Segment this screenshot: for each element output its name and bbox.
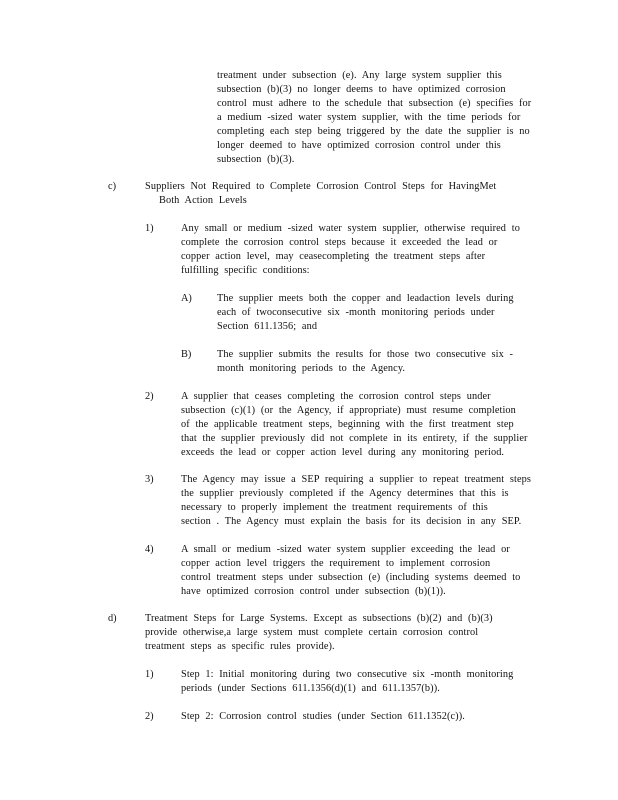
section-d-heading-line: treatment steps as specific rules provide). <box>145 641 335 652</box>
paragraph-line: treatment under subsection (e). Any large system supplier this <box>217 70 502 81</box>
item-c2-label: 2) <box>145 391 154 402</box>
item-c3-line: section . The Agency must explain the basis for its decision in any SEP. <box>181 516 522 527</box>
item-c4-line: have optimized corrosion control under subsection (b)(1)). <box>181 586 446 597</box>
paragraph-line: a medium -sized water system supplier, with the time periods for <box>217 112 521 123</box>
item-c3-line: The Agency may issue a SEP requiring a supplier to repeat treatment steps <box>181 474 532 485</box>
section-d-label: d) <box>108 613 117 624</box>
item-d1-line: periods (under Sections 611.1356(d)(1) and 611.1357(b)). <box>181 683 440 694</box>
paragraph-line: longer deemed to have optimized corrosion control under this <box>217 140 501 151</box>
subitem-a-line: each of twoconsecutive six -month monitoring periods under <box>217 307 495 318</box>
item-c1-line: Any small or medium -sized water system supplier, otherwise required to <box>181 223 520 234</box>
item-d1-line: Step 1: Initial monitoring during two consecutive six -month monitoring <box>181 669 514 680</box>
item-c4-line: control treatment steps under subsection (e) (including systems deemed to <box>181 572 521 583</box>
item-c1-line: fulfilling specific conditions: <box>181 265 310 276</box>
item-c3-line: necessary to properly implement the treatment requirements of this <box>181 502 488 513</box>
subitem-a-label: A) <box>181 293 192 304</box>
item-c4-label: 4) <box>145 544 154 555</box>
subitem-a-line: The supplier meets both the copper and leadaction levels during <box>217 293 514 304</box>
item-c2-line: of the applicable treatment steps, beginning with the first treatment step <box>181 419 514 430</box>
item-c2-line: that the supplier previously did not complete in its entirety, if the supplier <box>181 433 528 444</box>
item-c4-line: copper action level triggers the requirement to implement corrosion <box>181 558 491 569</box>
item-c3-label: 3) <box>145 474 154 485</box>
paragraph-line: completing each step being triggered by the date the supplier is no <box>217 126 530 137</box>
item-d2-label: 2) <box>145 711 154 722</box>
subitem-b-line: month monitoring periods to the Agency. <box>217 363 406 374</box>
section-c-heading-line: Both Action Levels <box>159 195 247 206</box>
section-d-heading-line: provide otherwise,a large system must complete certain corrosion control <box>145 627 479 638</box>
item-c1-label: 1) <box>145 223 154 234</box>
item-c1-line: copper action level, may ceasecompleting the treatment steps after <box>181 251 486 262</box>
item-c1-line: complete the corrosion control steps because it exceeded the lead or <box>181 237 498 248</box>
item-c2-line: subsection (c)(1) (or the Agency, if appropriate) must resume completion <box>181 405 516 416</box>
section-c-heading-line: Suppliers Not Required to Complete Corrosion Control Steps for HavingMet <box>145 181 497 192</box>
item-d2-line: Step 2: Corrosion control studies (under Section 611.1352(c)). <box>181 711 465 722</box>
section-d-heading-line: Treatment Steps for Large Systems. Except as subsections (b)(2) and (b)(3) <box>145 613 493 624</box>
paragraph-line: subsection (b)(3). <box>217 154 295 165</box>
subitem-a-line: Section 611.1356; and <box>217 321 318 332</box>
section-c-label: c) <box>108 181 116 192</box>
subitem-b-line: The supplier submits the results for those two consecutive six - <box>217 349 514 360</box>
item-c2-line: A supplier that ceases completing the corrosion control steps under <box>181 391 491 402</box>
subitem-b-label: B) <box>181 349 192 360</box>
paragraph-line: subsection (b)(3) no longer deems to have optimized corrosion <box>217 84 506 95</box>
item-c4-line: A small or medium -sized water system supplier exceeding the lead or <box>181 544 510 555</box>
paragraph-line: control must adhere to the schedule that subsection (e) specifies for <box>217 98 532 109</box>
item-c3-line: the supplier previously completed if the Agency determines that this is <box>181 488 509 499</box>
item-d1-label: 1) <box>145 669 154 680</box>
item-c2-line: exceeds the lead or copper action level during any monitoring period. <box>181 447 505 458</box>
